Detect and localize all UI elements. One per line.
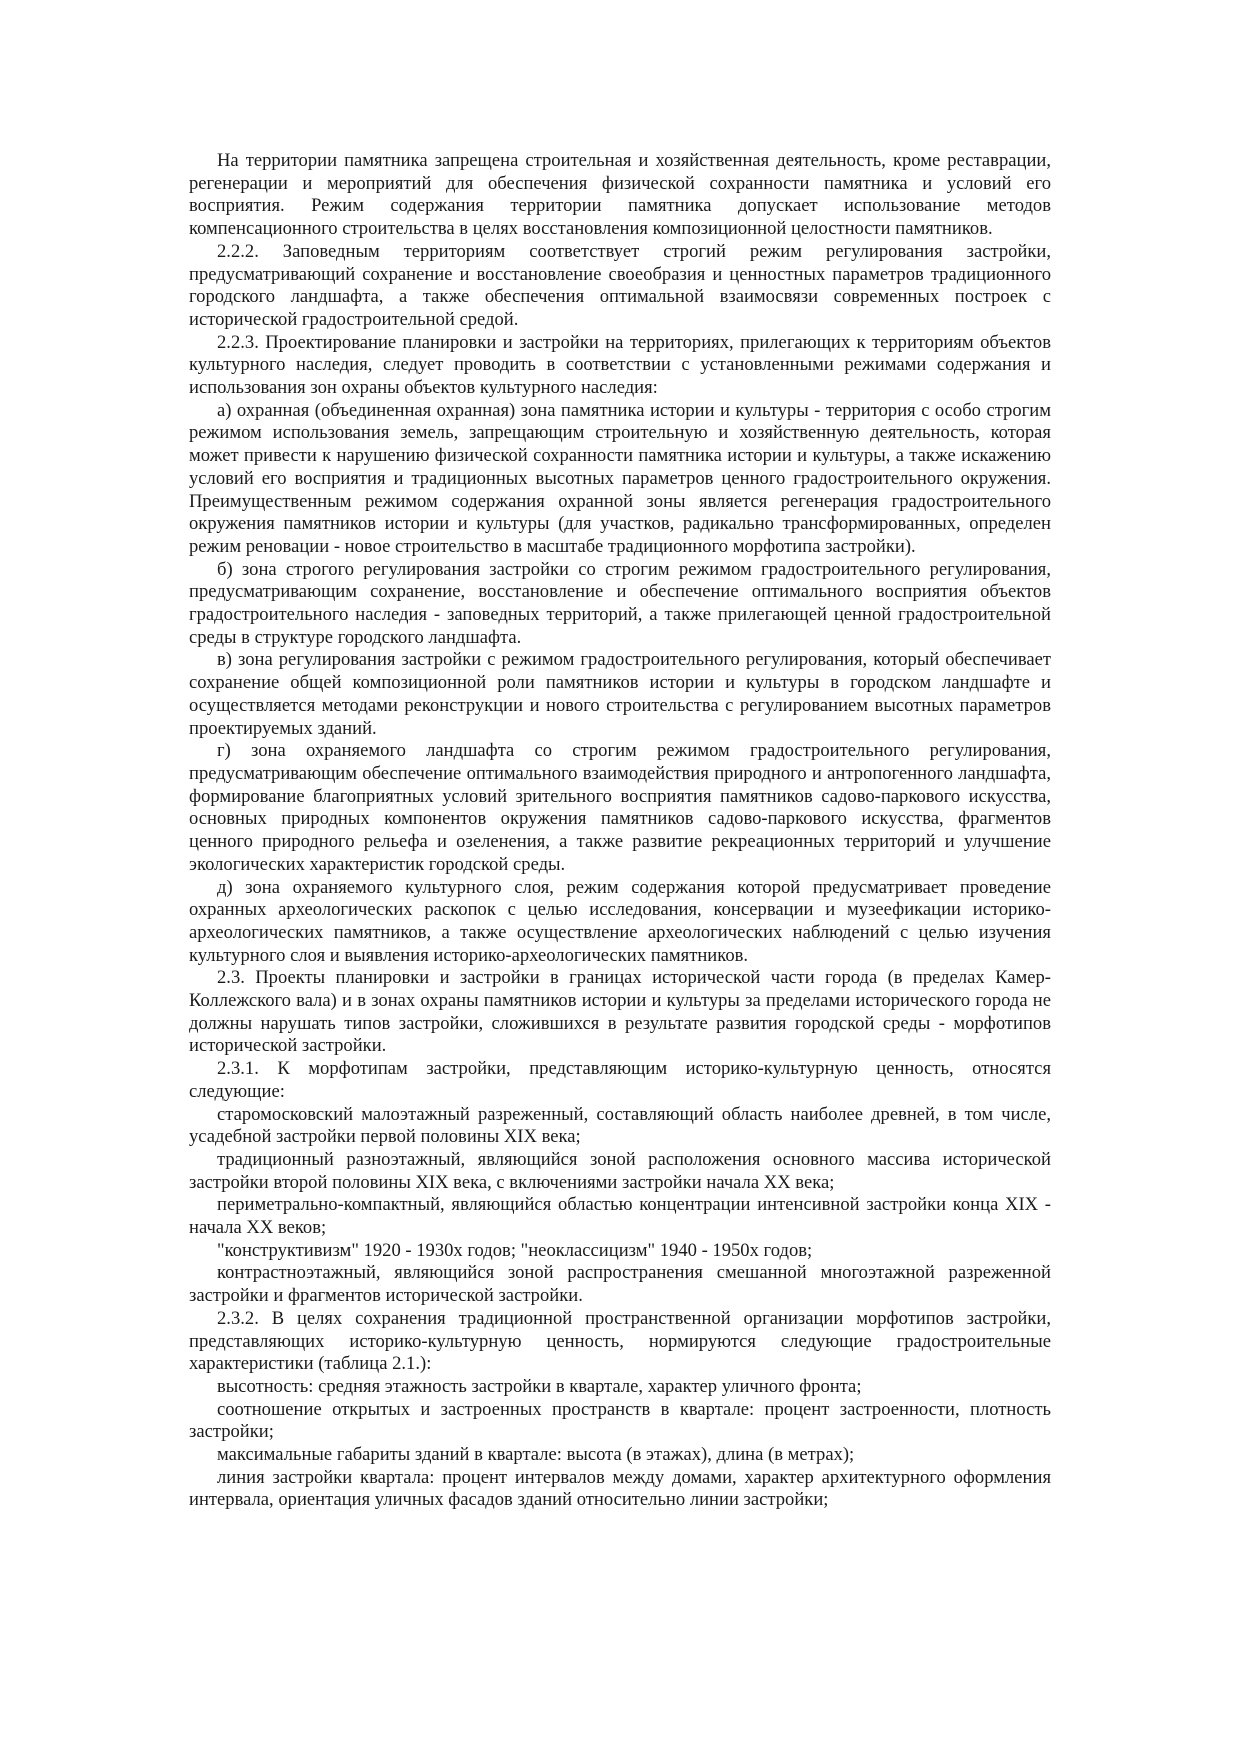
- list-item-zone-b: б) зона строгого регулирования застройки со строгим режимом градостроительного регулирования, предусматривающим сохранение, восстановление и обеспечение оптимального восприятия объектов градостроительного наследия - заповедных территорий, а также прилегающей ценной градостроительной среды в структуре городского ландшафта.: [189, 558, 1051, 648]
- document-page: [189, 150, 1051, 1512]
- paragraph-monument-territory: На территории памятника запрещена строительная и хозяйственная деятельность, кроме реставрации, регенерации и мероприятий для обеспечения физической сохранности памятника и условий его восприятия. Режим содержания территории памятника допускает использование методов компенсационного строительства в целях восстановления композиционной целостности памятников.: [189, 150, 1051, 240]
- paragraph-2-2-3: 2.2.3. Проектирование планировки и застройки на территориях, прилегающих к территориям объектов культурного наследия, следует проводить в соответствии с установленными режимами содержания и использования зон охраны объектов культурного наследия:: [189, 331, 1051, 399]
- list-item-zone-a: а) охранная (объединенная охранная) зона памятника истории и культуры - территория с особо строгим режимом использования земель, запрещающим строительную и хозяйственную деятельность, которая может привести к нарушению физической сохранности памятника истории и культуры, а также искажению условий его восприятия и традиционных высотных параметров ценного градостроительного окружения. Преимущественным режимом содержания охранной зоны является регенерация градостроительного окружения памятников истории и культуры (для участков, радикально трансформированных, определен режим реновации - новое строительство в масштабе традиционного морфотипа застройки).: [189, 399, 1051, 557]
- list-item-height: высотность: средняя этажность застройки в квартале, характер уличного фронта;: [217, 1375, 862, 1397]
- list-item-morphotype-contrast: контрастноэтажный, являющийся зоной распространения смешанной многоэтажной разреженной застройки и фрагментов исторической застройки.: [189, 1262, 1051, 1307]
- paragraph-2-2-2: 2.2.2. Заповедным территориям соответствует строгий режим регулирования застройки, предусматривающий сохранение и восстановление своеобразия и ценностных параметров традиционного городского ландшафта, а также обеспечения оптимальной взаимосвязи современных построек с исторической градостроительной средой.: [189, 240, 1051, 330]
- list-item-zone-d: д) зона охраняемого культурного слоя, режим содержания которой предусматривает проведение охранных археологических раскопок с целью исследования, консервации и музеефикации историко-археологических памятников, а также осуществление археологических наблюдений с целью изучения культурного слоя и выявления историко-археологических памятников.: [189, 876, 1051, 966]
- paragraph-2-3: 2.3. Проекты планировки и застройки в границах исторической части города (в пределах Камер-Коллежского вала) и в зонах охраны памятников истории и культуры за пределами исторического города не должны нарушать типов застройки, сложившихся в результате развития городской среды - морфотипов исторической застройки.: [189, 967, 1051, 1057]
- list-item-morphotype-traditional: традиционный разноэтажный, являющийся зоной расположения основного массива исторической застройки второй половины XIX века, с включениями застройки начала XX века;: [189, 1148, 1051, 1193]
- list-item-morphotype-perimeter: периметрально-компактный, являющийся областью концентрации интенсивной застройки конца XIX - начала XX веков;: [189, 1194, 1051, 1239]
- list-item-max-dimensions: максимальные габариты зданий в квартале: высота (в этажах), длина (в метрах);: [217, 1444, 855, 1466]
- paragraph-2-3-2: 2.3.2. В целях сохранения традиционной пространственной организации морфотипов застройки, представляющих историко-культурную ценность, нормируются следующие градостроительные характеристики (таблица 2.1.):: [189, 1307, 1051, 1375]
- list-item-zone-v: в) зона регулирования застройки с режимом градостроительного регулирования, который обеспечивает сохранение общей композиционной роли памятников истории и культуры в городском ландшафте и осуществляется методами реконструкции и нового строительства с регулированием высотных параметров проектируемых зданий.: [189, 649, 1051, 739]
- paragraph-2-3-1: 2.3.1. К морфотипам застройки, представляющим историко-культурную ценность, относятся следующие:: [189, 1058, 1051, 1102]
- list-item-zone-g: г) зона охраняемого ландшафта со строгим режимом градостроительного регулирования, предусматривающим обеспечение оптимального взаимодействия природного и антропогенного ландшафта, формирование благоприятных условий зрительного восприятия памятников садово-паркового искусства, основных природных компонентов окружения памятников садово-паркового искусства, фрагментов ценного природного рельефа и озеленения, а также развитие рекреационных территорий и улучшение экологических характеристик городской среды.: [189, 740, 1051, 875]
- list-item-morphotype-old-moscow: старомосковский малоэтажный разреженный, составляющий область наиболее древней, в том числе, усадебной застройки первой половины XIX века;: [189, 1103, 1051, 1148]
- list-item-building-line: линия застройки квартала: процент интервалов между домами, характер архитектурного оформления интервала, ориентация уличных фасадов зданий относительно линии застройки;: [189, 1466, 1051, 1511]
- list-item-morphotype-constructivism: "конструктивизм" 1920 - 1930х годов; "неоклассицизм" 1940 - 1950х годов;: [217, 1239, 813, 1261]
- list-item-open-built-ratio: соотношение открытых и застроенных пространств в квартале: процент застроенности, плотность застройки;: [189, 1398, 1051, 1443]
